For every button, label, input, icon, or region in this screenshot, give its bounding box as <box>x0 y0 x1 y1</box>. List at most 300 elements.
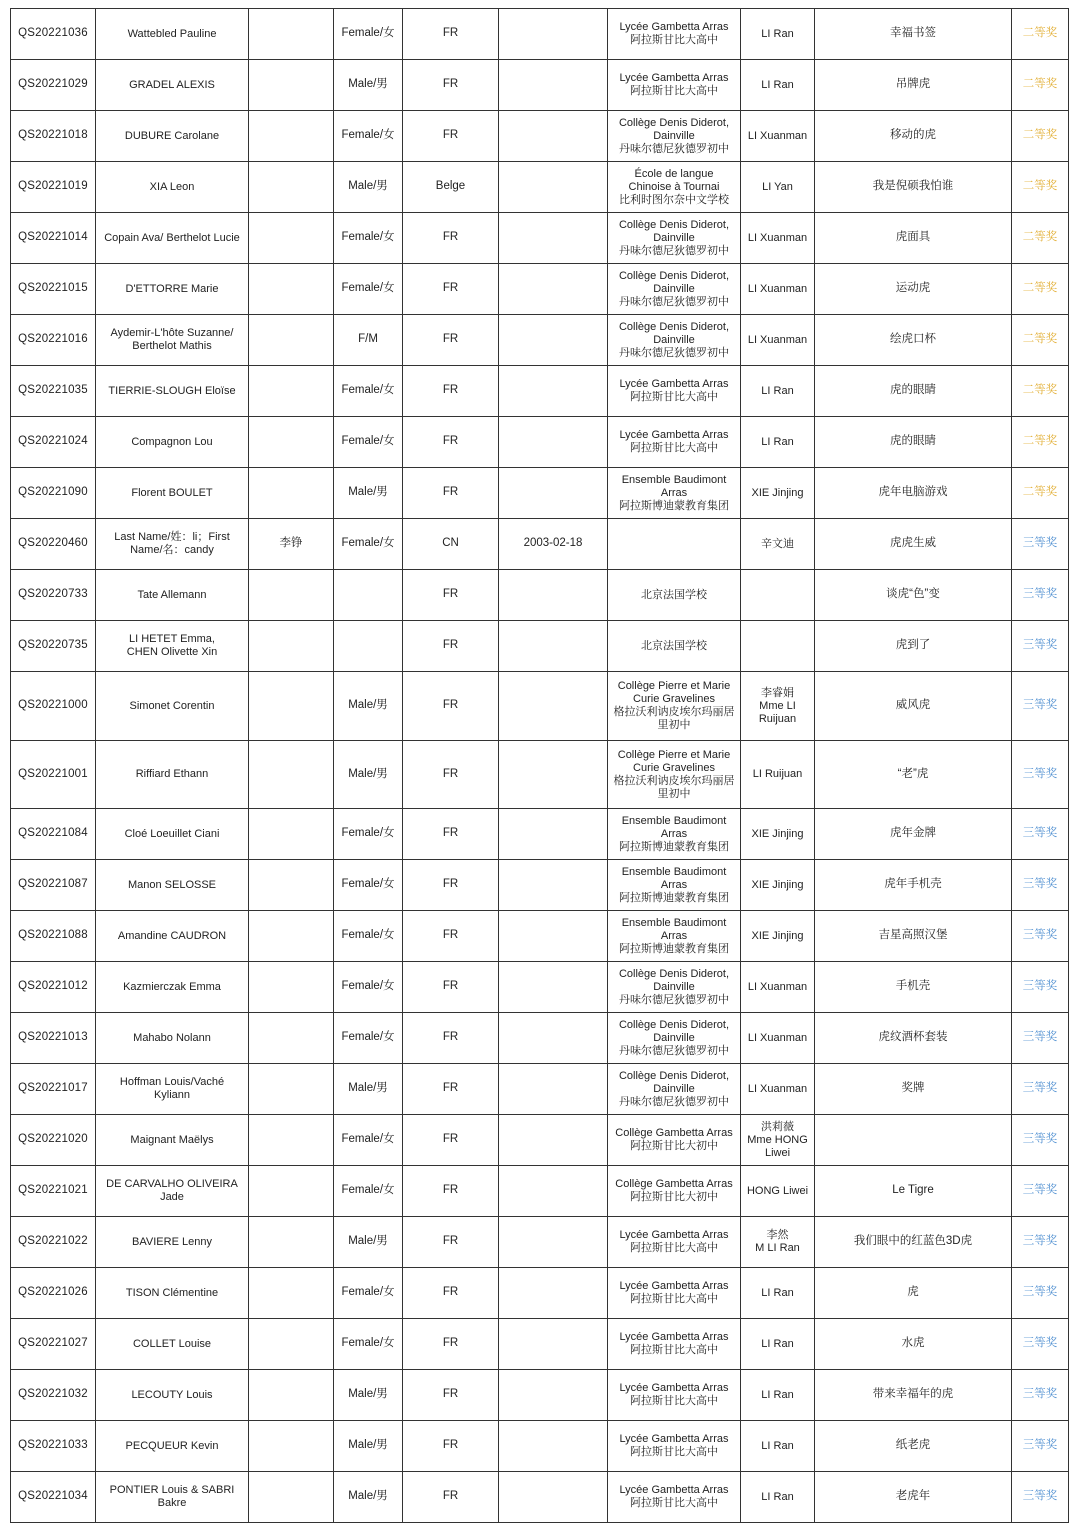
student-name-cell: PECQUEUR Kevin <box>96 1421 249 1472</box>
chinese-name-cell <box>249 621 334 672</box>
table-row <box>11 1319 1069 1370</box>
entry-id-cell: QS20221035 <box>11 366 96 417</box>
work-title-cell: 虎的眼睛 <box>815 417 1012 468</box>
cell-text-line: Collège Denis Diderot, <box>618 1069 730 1082</box>
work-title-cell: 运动虎 <box>815 264 1012 315</box>
entry-id-cell: QS20221087 <box>11 860 96 911</box>
chinese-name-cell <box>249 672 334 741</box>
student-name-cell: GRADEL ALEXIS <box>96 60 249 111</box>
school-cell <box>608 366 741 417</box>
table-row <box>11 1472 1069 1523</box>
nationality-cell: FR <box>403 315 499 366</box>
cell-text-line: Curie Gravelines <box>633 761 715 774</box>
birthdate-cell <box>499 860 608 911</box>
nationality-cell: CN <box>403 519 499 570</box>
cell-text-line: Collège Gambetta Arras <box>615 1127 733 1139</box>
school-cell <box>608 860 741 911</box>
entry-id-cell: QS20221026 <box>11 1268 96 1319</box>
cell-text-line: 阿拉斯甘比大高中 <box>630 1446 718 1458</box>
gender-cell: Male/男 <box>334 672 403 741</box>
student-name-cell: TIERRIE-SLOUGH Eloïse <box>96 366 249 417</box>
nationality-cell: FR <box>403 264 499 315</box>
teacher-cell <box>741 621 815 672</box>
table-row <box>11 1268 1069 1319</box>
award-cell: 三等奖 <box>1012 962 1069 1013</box>
cell-text-line: Dainville <box>653 282 695 295</box>
entry-id-cell: QS20221017 <box>11 1064 96 1115</box>
teacher-cell: LI Ran <box>741 417 815 468</box>
award-cell: 三等奖 <box>1012 519 1069 570</box>
award-cell: 二等奖 <box>1012 366 1069 417</box>
birthdate-cell <box>499 570 608 621</box>
student-name-cell <box>96 1064 249 1115</box>
cell-text-line: 丹味尔德尼狄德罗初中 <box>619 244 729 257</box>
cell-text-line: 阿拉斯甘比大高中 <box>630 391 718 403</box>
work-title-cell: 虎 <box>815 1268 1012 1319</box>
work-title-cell: 幸福书签 <box>815 9 1012 60</box>
work-title-cell: 水虎 <box>815 1319 1012 1370</box>
birthdate-cell <box>499 1217 608 1268</box>
cell-text-line: Chinoise à Tournai <box>628 180 720 193</box>
cell-text-line: Dainville <box>653 231 695 244</box>
teacher-cell: LI Ran <box>741 1268 815 1319</box>
cell-text-line: Ensemble Baudimont <box>621 473 727 486</box>
birthdate-cell <box>499 672 608 741</box>
award-cell: 三等奖 <box>1012 672 1069 741</box>
school-cell <box>608 264 741 315</box>
teacher-cell <box>741 672 815 741</box>
award-cell: 三等奖 <box>1012 1421 1069 1472</box>
school-cell <box>608 1166 741 1217</box>
school-cell: 北京法国学校 <box>608 570 741 621</box>
nationality-cell: FR <box>403 672 499 741</box>
birthdate-cell <box>499 111 608 162</box>
award-cell: 三等奖 <box>1012 741 1069 809</box>
table-row <box>11 468 1069 519</box>
teacher-cell: LI Ran <box>741 1472 815 1523</box>
chinese-name-cell <box>249 213 334 264</box>
student-name-cell: Riffiard Ethann <box>96 741 249 809</box>
award-cell: 二等奖 <box>1012 315 1069 366</box>
award-cell: 三等奖 <box>1012 1370 1069 1421</box>
cell-text-line: 阿拉斯甘比大高中 <box>630 1242 718 1254</box>
student-name-cell: Florent BOULET <box>96 468 249 519</box>
birthdate-cell <box>499 162 608 213</box>
gender-cell: Female/女 <box>334 962 403 1013</box>
school-cell <box>608 1421 741 1472</box>
cell-text-line: 里初中 <box>657 787 691 800</box>
birthdate-cell <box>499 315 608 366</box>
work-title-cell: Le Tigre <box>815 1166 1012 1217</box>
table-row <box>11 1370 1069 1421</box>
chinese-name-cell <box>249 1013 334 1064</box>
chinese-name-cell <box>249 162 334 213</box>
nationality-cell: FR <box>403 9 499 60</box>
chinese-name-cell <box>249 1115 334 1166</box>
birthdate-cell <box>499 962 608 1013</box>
table-row <box>11 672 1069 741</box>
cell-text-line: 阿拉斯博迪蒙教育集团 <box>619 840 729 853</box>
table-row <box>11 860 1069 911</box>
gender-cell: Female/女 <box>334 213 403 264</box>
school-cell <box>608 417 741 468</box>
cell-text-line: Berthelot Mathis <box>132 340 212 352</box>
birthdate-cell <box>499 264 608 315</box>
cell-text-line: 阿拉斯甘比大高中 <box>630 1497 718 1509</box>
birthdate-cell <box>499 1472 608 1523</box>
student-name-cell: Kazmierczak Emma <box>96 962 249 1013</box>
student-name-cell: Wattebled Pauline <box>96 9 249 60</box>
school-cell <box>608 60 741 111</box>
work-title-cell: 老虎年 <box>815 1472 1012 1523</box>
work-title-cell: 虎面具 <box>815 213 1012 264</box>
cell-text-line: Lycée Gambetta Arras <box>619 72 729 84</box>
chinese-name-cell <box>249 1472 334 1523</box>
gender-cell: Female/女 <box>334 9 403 60</box>
teacher-cell: LI Xuanman <box>741 213 815 264</box>
table-row <box>11 1013 1069 1064</box>
table-row <box>11 1166 1069 1217</box>
cell-text-line: 丹味尔德尼狄德罗初中 <box>619 1095 729 1108</box>
nationality-cell: FR <box>403 1421 499 1472</box>
teacher-cell: LI Ran <box>741 366 815 417</box>
gender-cell <box>334 570 403 621</box>
entry-id-cell: QS20221015 <box>11 264 96 315</box>
teacher-cell: LI Xuanman <box>741 264 815 315</box>
cell-text-line: Collège Denis Diderot, <box>618 218 730 231</box>
nationality-cell: FR <box>403 741 499 809</box>
nationality-cell: FR <box>403 809 499 860</box>
birthdate-cell <box>499 621 608 672</box>
gender-cell: Male/男 <box>334 1064 403 1115</box>
teacher-cell: HONG Liwei <box>741 1166 815 1217</box>
work-title-cell: 奖牌 <box>815 1064 1012 1115</box>
gender-cell: Male/男 <box>334 1217 403 1268</box>
teacher-cell: LI Xuanman <box>741 111 815 162</box>
nationality-cell: FR <box>403 1115 499 1166</box>
teacher-cell <box>741 1217 815 1268</box>
award-cell: 三等奖 <box>1012 1013 1069 1064</box>
entry-id-cell: QS20221019 <box>11 162 96 213</box>
award-cell: 三等奖 <box>1012 1115 1069 1166</box>
cell-text-line: 格拉沃利讷皮埃尔玛丽居 <box>613 706 735 718</box>
award-cell: 二等奖 <box>1012 264 1069 315</box>
birthdate-cell <box>499 1268 608 1319</box>
cell-text-line: Lycée Gambetta Arras <box>619 1229 729 1241</box>
table-row <box>11 1421 1069 1472</box>
birthdate-cell <box>499 9 608 60</box>
award-cell: 二等奖 <box>1012 111 1069 162</box>
table-row <box>11 213 1069 264</box>
cell-text-line: École de langue <box>634 167 714 180</box>
cell-text-line: 丹味尔德尼狄德罗初中 <box>619 1044 729 1057</box>
table-row <box>11 1115 1069 1166</box>
entry-id-cell: QS20221000 <box>11 672 96 741</box>
teacher-cell: XIE Jinjing <box>741 809 815 860</box>
gender-cell: Male/男 <box>334 468 403 519</box>
table-row <box>11 60 1069 111</box>
cell-text-line: Collège Denis Diderot, <box>618 967 730 980</box>
nationality-cell: FR <box>403 621 499 672</box>
table-row <box>11 1064 1069 1115</box>
cell-text-line: Lycée Gambetta Arras <box>619 378 729 390</box>
cell-text-line: Lycée Gambetta Arras <box>619 1484 729 1496</box>
school-cell <box>608 1370 741 1421</box>
student-name-cell <box>96 315 249 366</box>
cell-text-line: Ruijuan <box>758 712 797 725</box>
work-title-cell <box>815 1115 1012 1166</box>
birthdate-cell <box>499 809 608 860</box>
gender-cell: Female/女 <box>334 1319 403 1370</box>
birthdate-cell <box>499 1013 608 1064</box>
student-name-cell: Manon SELOSSE <box>96 860 249 911</box>
gender-cell: Male/男 <box>334 741 403 809</box>
entry-id-cell: QS20221036 <box>11 9 96 60</box>
teacher-cell: LI Ran <box>741 60 815 111</box>
teacher-cell: LI Ran <box>741 1421 815 1472</box>
chinese-name-cell <box>249 9 334 60</box>
nationality-cell: FR <box>403 1064 499 1115</box>
birthdate-cell <box>499 741 608 809</box>
student-name-cell: LECOUTY Louis <box>96 1370 249 1421</box>
gender-cell: F/M <box>334 315 403 366</box>
cell-text-line: Curie Gravelines <box>633 693 715 705</box>
school-cell: 北京法国学校 <box>608 621 741 672</box>
entry-id-cell: QS20221084 <box>11 809 96 860</box>
cell-text-line: 阿拉斯博迪蒙教育集团 <box>619 891 729 904</box>
entry-id-cell: QS20220733 <box>11 570 96 621</box>
entry-id-cell: QS20221022 <box>11 1217 96 1268</box>
birthdate-cell <box>499 1115 608 1166</box>
school-cell <box>608 962 741 1013</box>
table-row <box>11 570 1069 621</box>
entry-id-cell: QS20221013 <box>11 1013 96 1064</box>
gender-cell: Female/女 <box>334 860 403 911</box>
gender-cell: Female/女 <box>334 809 403 860</box>
student-name-cell <box>96 519 249 570</box>
student-name-cell <box>96 621 249 672</box>
table-row <box>11 264 1069 315</box>
school-cell <box>608 1013 741 1064</box>
gender-cell: Male/男 <box>334 1370 403 1421</box>
gender-cell: Female/女 <box>334 519 403 570</box>
entry-id-cell: QS20220735 <box>11 621 96 672</box>
school-cell <box>608 162 741 213</box>
cell-text-line: Collège Denis Diderot, <box>618 1018 730 1031</box>
award-cell: 三等奖 <box>1012 860 1069 911</box>
award-cell: 三等奖 <box>1012 1217 1069 1268</box>
cell-text-line: 阿拉斯甘比大高中 <box>630 34 718 46</box>
school-cell <box>608 213 741 264</box>
cell-text-line: 阿拉斯甘比大高中 <box>630 1344 718 1356</box>
student-name-cell: Compagnon Lou <box>96 417 249 468</box>
student-name-cell: Mahabo Nolann <box>96 1013 249 1064</box>
nationality-cell: FR <box>403 962 499 1013</box>
cell-text-line: Name/名：candy <box>130 544 214 556</box>
school-cell <box>608 1064 741 1115</box>
gender-cell <box>334 621 403 672</box>
cell-text-line: Collège Denis Diderot, <box>618 269 730 282</box>
birthdate-cell <box>499 1064 608 1115</box>
gender-cell: Male/男 <box>334 60 403 111</box>
award-cell: 二等奖 <box>1012 162 1069 213</box>
award-cell: 二等奖 <box>1012 417 1069 468</box>
birthdate-cell <box>499 1370 608 1421</box>
school-cell <box>608 9 741 60</box>
student-name-cell: Maignant Maëlys <box>96 1115 249 1166</box>
cell-text-line: 阿拉斯甘比大初中 <box>630 1191 718 1203</box>
work-title-cell: 纸老虎 <box>815 1421 1012 1472</box>
school-cell <box>608 468 741 519</box>
chinese-name-cell: 李铮 <box>249 519 334 570</box>
nationality-cell: FR <box>403 60 499 111</box>
student-name-cell: Amandine CAUDRON <box>96 911 249 962</box>
chinese-name-cell <box>249 911 334 962</box>
entry-id-cell: QS20221021 <box>11 1166 96 1217</box>
teacher-cell: 辛文迪 <box>741 519 815 570</box>
table-row <box>11 911 1069 962</box>
table-row <box>11 741 1069 809</box>
nationality-cell: FR <box>403 1166 499 1217</box>
entry-id-cell: QS20221032 <box>11 1370 96 1421</box>
cell-text-line: 阿拉斯甘比大高中 <box>630 442 718 454</box>
student-name-cell <box>96 1472 249 1523</box>
chinese-name-cell <box>249 1421 334 1472</box>
entry-id-cell: QS20221033 <box>11 1421 96 1472</box>
entry-id-cell: QS20221014 <box>11 213 96 264</box>
cell-text-line: Arras <box>660 486 688 499</box>
work-title-cell: 谈虎“色”变 <box>815 570 1012 621</box>
gender-cell: Male/男 <box>334 1421 403 1472</box>
cell-text-line: Bakre <box>157 1497 187 1509</box>
cell-text-line: Mme HONG <box>747 1133 808 1146</box>
nationality-cell: FR <box>403 860 499 911</box>
cell-text-line: Mme LI <box>759 699 796 712</box>
cell-text-line: 李睿娟 <box>761 686 794 699</box>
student-name-cell: BAVIERE Lenny <box>96 1217 249 1268</box>
entry-id-cell: QS20221001 <box>11 741 96 809</box>
cell-text-line: Collège Denis Diderot, <box>618 116 730 129</box>
gender-cell: Female/女 <box>334 1013 403 1064</box>
table-row <box>11 519 1069 570</box>
chinese-name-cell <box>249 741 334 809</box>
cell-text-line: Collège Pierre et Marie <box>617 680 731 692</box>
award-cell: 三等奖 <box>1012 1166 1069 1217</box>
birthdate-cell <box>499 366 608 417</box>
chinese-name-cell <box>249 315 334 366</box>
cell-text-line: DE CARVALHO OLIVEIRA <box>106 1178 238 1190</box>
birthdate-cell <box>499 213 608 264</box>
cell-text-line: 丹味尔德尼狄德罗初中 <box>619 142 729 155</box>
cell-text-line: Dainville <box>653 1082 695 1095</box>
teacher-cell: XIE Jinjing <box>741 911 815 962</box>
student-name-cell: Simonet Corentin <box>96 672 249 741</box>
gender-cell: Male/男 <box>334 162 403 213</box>
teacher-cell: LI Ran <box>741 9 815 60</box>
birthdate-cell <box>499 911 608 962</box>
work-title-cell: 虎年电脑游戏 <box>815 468 1012 519</box>
school-cell <box>608 519 741 570</box>
cell-text-line: 洪莉薇 <box>761 1120 794 1133</box>
student-name-cell: Copain Ava/ Berthelot Lucie <box>96 213 249 264</box>
cell-text-line: 阿拉斯博迪蒙教育集团 <box>619 942 729 955</box>
chinese-name-cell <box>249 1370 334 1421</box>
gender-cell: Male/男 <box>334 1472 403 1523</box>
gender-cell: Female/女 <box>334 1268 403 1319</box>
award-cell: 二等奖 <box>1012 468 1069 519</box>
chinese-name-cell <box>249 417 334 468</box>
cell-text-line: 比利时图尔奈中文学校 <box>619 193 729 206</box>
cell-text-line: Dainville <box>653 333 695 346</box>
work-title-cell: 虎的眼睛 <box>815 366 1012 417</box>
gender-cell: Female/女 <box>334 1115 403 1166</box>
chinese-name-cell <box>249 809 334 860</box>
table-row <box>11 621 1069 672</box>
teacher-cell: LI Xuanman <box>741 1064 815 1115</box>
award-cell: 二等奖 <box>1012 9 1069 60</box>
birthdate-cell <box>499 1421 608 1472</box>
school-cell <box>608 911 741 962</box>
nationality-cell: FR <box>403 213 499 264</box>
teacher-cell: LI Xuanman <box>741 962 815 1013</box>
teacher-cell: XIE Jinjing <box>741 468 815 519</box>
teacher-cell: LI Yan <box>741 162 815 213</box>
cell-text-line: 丹味尔德尼狄德罗初中 <box>619 993 729 1006</box>
birthdate-cell <box>499 468 608 519</box>
gender-cell: Female/女 <box>334 366 403 417</box>
cell-text-line: 阿拉斯甘比大初中 <box>630 1140 718 1152</box>
cell-text-line: 阿拉斯甘比大高中 <box>630 85 718 97</box>
cell-text-line: Collège Gambetta Arras <box>615 1178 733 1190</box>
entry-id-cell: QS20220460 <box>11 519 96 570</box>
cell-text-line: Lycée Gambetta Arras <box>619 1382 729 1394</box>
entry-id-cell: QS20221020 <box>11 1115 96 1166</box>
chinese-name-cell <box>249 468 334 519</box>
work-title-cell: 虎纹酒杯套装 <box>815 1013 1012 1064</box>
entry-id-cell: QS20221016 <box>11 315 96 366</box>
entry-id-cell: QS20221090 <box>11 468 96 519</box>
school-cell <box>608 1319 741 1370</box>
award-cell: 三等奖 <box>1012 809 1069 860</box>
chinese-name-cell <box>249 1268 334 1319</box>
table-row <box>11 315 1069 366</box>
table-row <box>11 9 1069 60</box>
table-row <box>11 1217 1069 1268</box>
cell-text-line: Lycée Gambetta Arras <box>619 21 729 33</box>
entry-id-cell: QS20221024 <box>11 417 96 468</box>
cell-text-line: Collège Denis Diderot, <box>618 320 730 333</box>
entry-id-cell: QS20221034 <box>11 1472 96 1523</box>
cell-text-line: 格拉沃利讷皮埃尔玛丽居 <box>613 774 735 787</box>
chinese-name-cell <box>249 60 334 111</box>
gender-cell: Female/女 <box>334 264 403 315</box>
table-row <box>11 366 1069 417</box>
table-row <box>11 417 1069 468</box>
cell-text-line: Jade <box>160 1191 184 1203</box>
student-name-cell: COLLET Louise <box>96 1319 249 1370</box>
birthdate-cell <box>499 1319 608 1370</box>
teacher-cell: LI Ran <box>741 1319 815 1370</box>
nationality-cell: FR <box>403 1319 499 1370</box>
student-name-cell: Tate Allemann <box>96 570 249 621</box>
cell-text-line: 丹味尔德尼狄德罗初中 <box>619 295 729 308</box>
work-title-cell: 绘虎口杯 <box>815 315 1012 366</box>
award-cell: 二等奖 <box>1012 213 1069 264</box>
teacher-cell <box>741 570 815 621</box>
school-cell <box>608 1217 741 1268</box>
work-title-cell: 吊牌虎 <box>815 60 1012 111</box>
teacher-cell <box>741 1115 815 1166</box>
